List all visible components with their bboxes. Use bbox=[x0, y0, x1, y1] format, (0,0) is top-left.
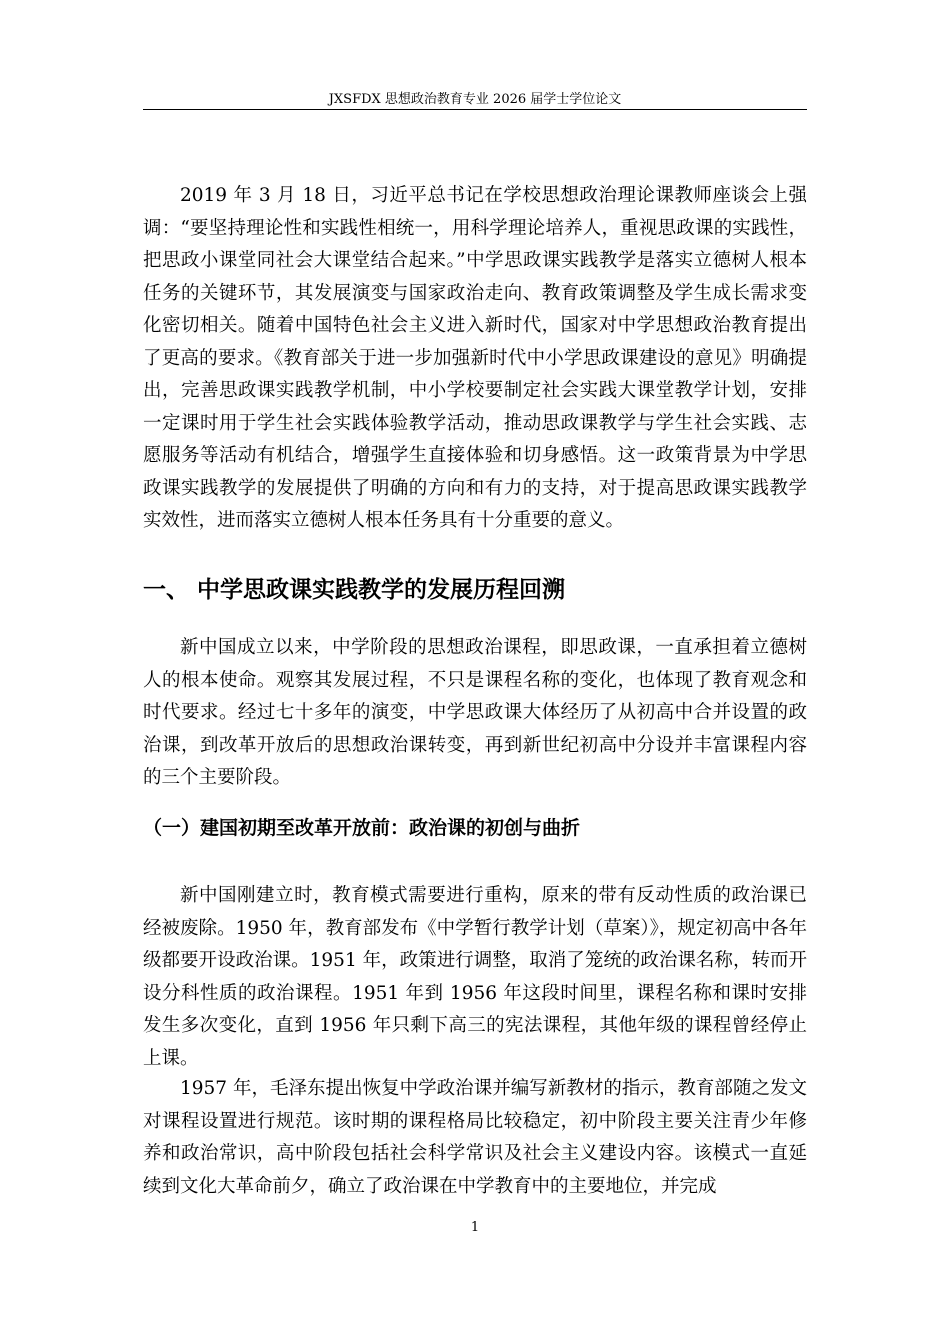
section-heading: 一、 中学思政课实践教学的发展历程回溯 bbox=[143, 577, 566, 603]
header-rule bbox=[143, 109, 807, 110]
section-intro-paragraph: 新中国成立以来，中学阶段的思想政治课程，即思政课，一直承担着立德树人的根本使命。观察其发展过程，不只是课程名称的变化，也体现了教育观念和时代要求。经过七十多年的演变，中学思政课大体经历了从初高中合并设置的政治课，到改革开放后的思想政治课转变，再到新世纪初高中分设并丰富课程内容的三个主要阶段。 bbox=[143, 637, 807, 788]
page-number: 1 bbox=[470, 1220, 480, 1235]
body-paragraph: 新中国刚建立时，教育模式需要进行重构，原来的带有反动性质的政治课已经被废除。1950 年，教育部发布《中学暂行教学计划（草案）》，规定初高中各年级都要开设政治课。1951 年，政策进行调整，取消了笼统的政治课名称，转而开设分科性质的政治课程。1951 年到 1956 年这段时间里，课程名称和课时安排发生多次变化，直到 1956 年只剩下高三的宪法课程，其他年级的课程曾经停止上课。 bbox=[143, 885, 807, 1069]
running-header: JXSFDX 思想政治教育专业 2026 届学士学位论文 bbox=[328, 92, 622, 107]
intro-paragraph: 2019 年 3 月 18 日，习近平总书记在学校思想政治理论课教师座谈会上强调：“要坚持理论性和实践性相统一，用科学理论培养人，重视思政课的实践性，把思政小课堂同社会大课堂结合起来。”中学思政课实践教学是落实立德树人根本任务的关键环节，其发展演变与国家政治走向、教育政策调整及学生成长需求变化密切相关。随着中国特色社会主义进入新时代，国家对中学思想政治教育提出了更高的要求。《教育部关于进一步加强新时代中小学思政课建设的意见》明确提出，完善思政课实践教学机制，中小学校要制定社会实践大课堂教学计划，安排一定课时用于学生社会实践体验教学活动，推动思政课教学与学生社会实践、志愿服务等活动有机结合，增强学生直接体验和切身感悟。这一政策背景为中学思政课实践教学的发展提供了明确的方向和有力的支持，对于提高思政课实践教学实效性，进而落实立德树人根本任务具有十分重要的意义。 bbox=[143, 185, 807, 531]
body-paragraph: 1957 年，毛泽东提出恢复中学政治课并编写新教材的指示，教育部随之发文对课程设置进行规范。该时期的课程格局比较稳定，初中阶段主要关注青少年修养和政治常识，高中阶段包括社会科学常识及社会主义建设内容。该模式一直延续到文化大革命前夕，确立了政治课在中学教育中的主要地位，并完成 bbox=[143, 1078, 807, 1197]
subsection-heading: （一）建国初期至改革开放前：政治课的初创与曲折 bbox=[143, 817, 581, 839]
